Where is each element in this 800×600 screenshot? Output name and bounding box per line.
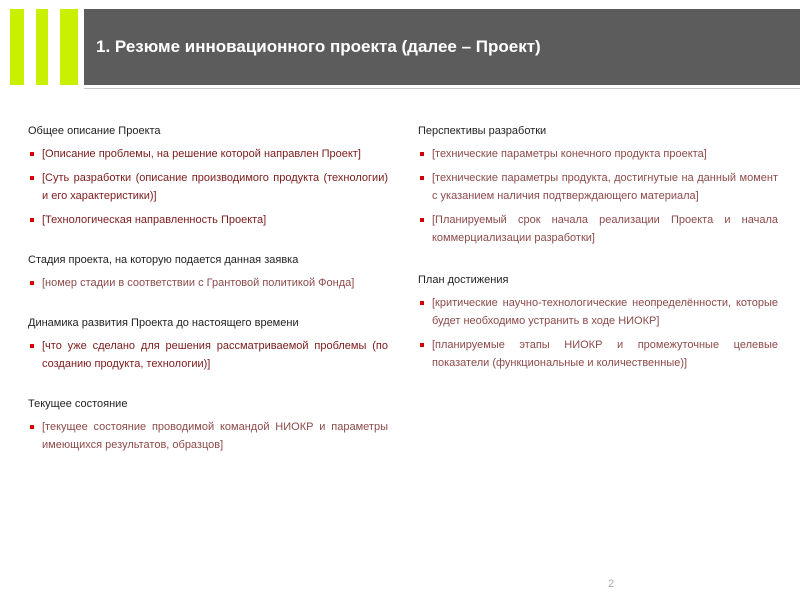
bullet-item: [Суть разработки (описание производимого продукта (технологии) и его характеристики)]: [28, 169, 388, 205]
section-achievement-plan: [418, 271, 778, 372]
accent-stripe: [10, 9, 24, 85]
section-development-dynamics: [28, 314, 388, 373]
section-current-state: [28, 395, 388, 454]
section-heading: Стадия проекта, на которую подается данная заявка: [28, 254, 299, 266]
bullet-item: [что уже сделано для решения рассматриваемой проблемы (по созданию продукта, технологии)]: [28, 337, 388, 373]
section-development-prospects: [418, 122, 778, 247]
section-heading: Текущее состояние: [28, 398, 128, 410]
section-heading: Перспективы разработки: [418, 125, 547, 137]
bullet-item: [Планируемый срок начала реализации Проекта и начала коммерциализации разработки]: [418, 211, 778, 247]
title-bar: [84, 9, 800, 85]
bullet-item: [номер стадии в соответствии с Грантовой политикой Фонда]: [28, 274, 388, 292]
section-heading: Динамика развития Проекта до настоящего времени: [28, 317, 299, 329]
accent-stripe: [60, 9, 78, 85]
bullet-item: [Описание проблемы, на решение которой направлен Проект]: [28, 145, 388, 163]
left-column: [28, 122, 388, 472]
slide-title: 1. Резюме инновационного проекта (далее – Проект): [96, 37, 541, 56]
accent-stripes: [0, 9, 96, 85]
bullet-item: [текущее состояние проводимой командой НИОКР и параметры имеющихся результатов, образцов]: [28, 418, 388, 454]
bullet-item: [планируемые этапы НИОКР и промежуточные целевые показатели (функциональные и количественные)]: [418, 336, 778, 372]
bullet-item: [технические параметры конечного продукта проекта]: [418, 145, 778, 163]
page-number: 2: [608, 578, 615, 590]
section-heading: Общее описание Проекта: [28, 125, 161, 137]
section-heading: План достижения: [418, 274, 509, 286]
section-general-description: [28, 122, 388, 229]
right-column: [418, 122, 778, 390]
bullet-item: [технические параметры продукта, достигнутые на данный момент с указанием наличия подтверждающего материала]: [418, 169, 778, 205]
section-project-stage: [28, 251, 388, 292]
bullet-item: [Технологическая направленность Проекта]: [28, 211, 388, 229]
title-divider: [84, 88, 800, 89]
bullet-item: [критические научно-технологические неопределённости, которые будет необходимо устранить в ходе НИОКР]: [418, 294, 778, 330]
accent-stripe: [36, 9, 48, 85]
